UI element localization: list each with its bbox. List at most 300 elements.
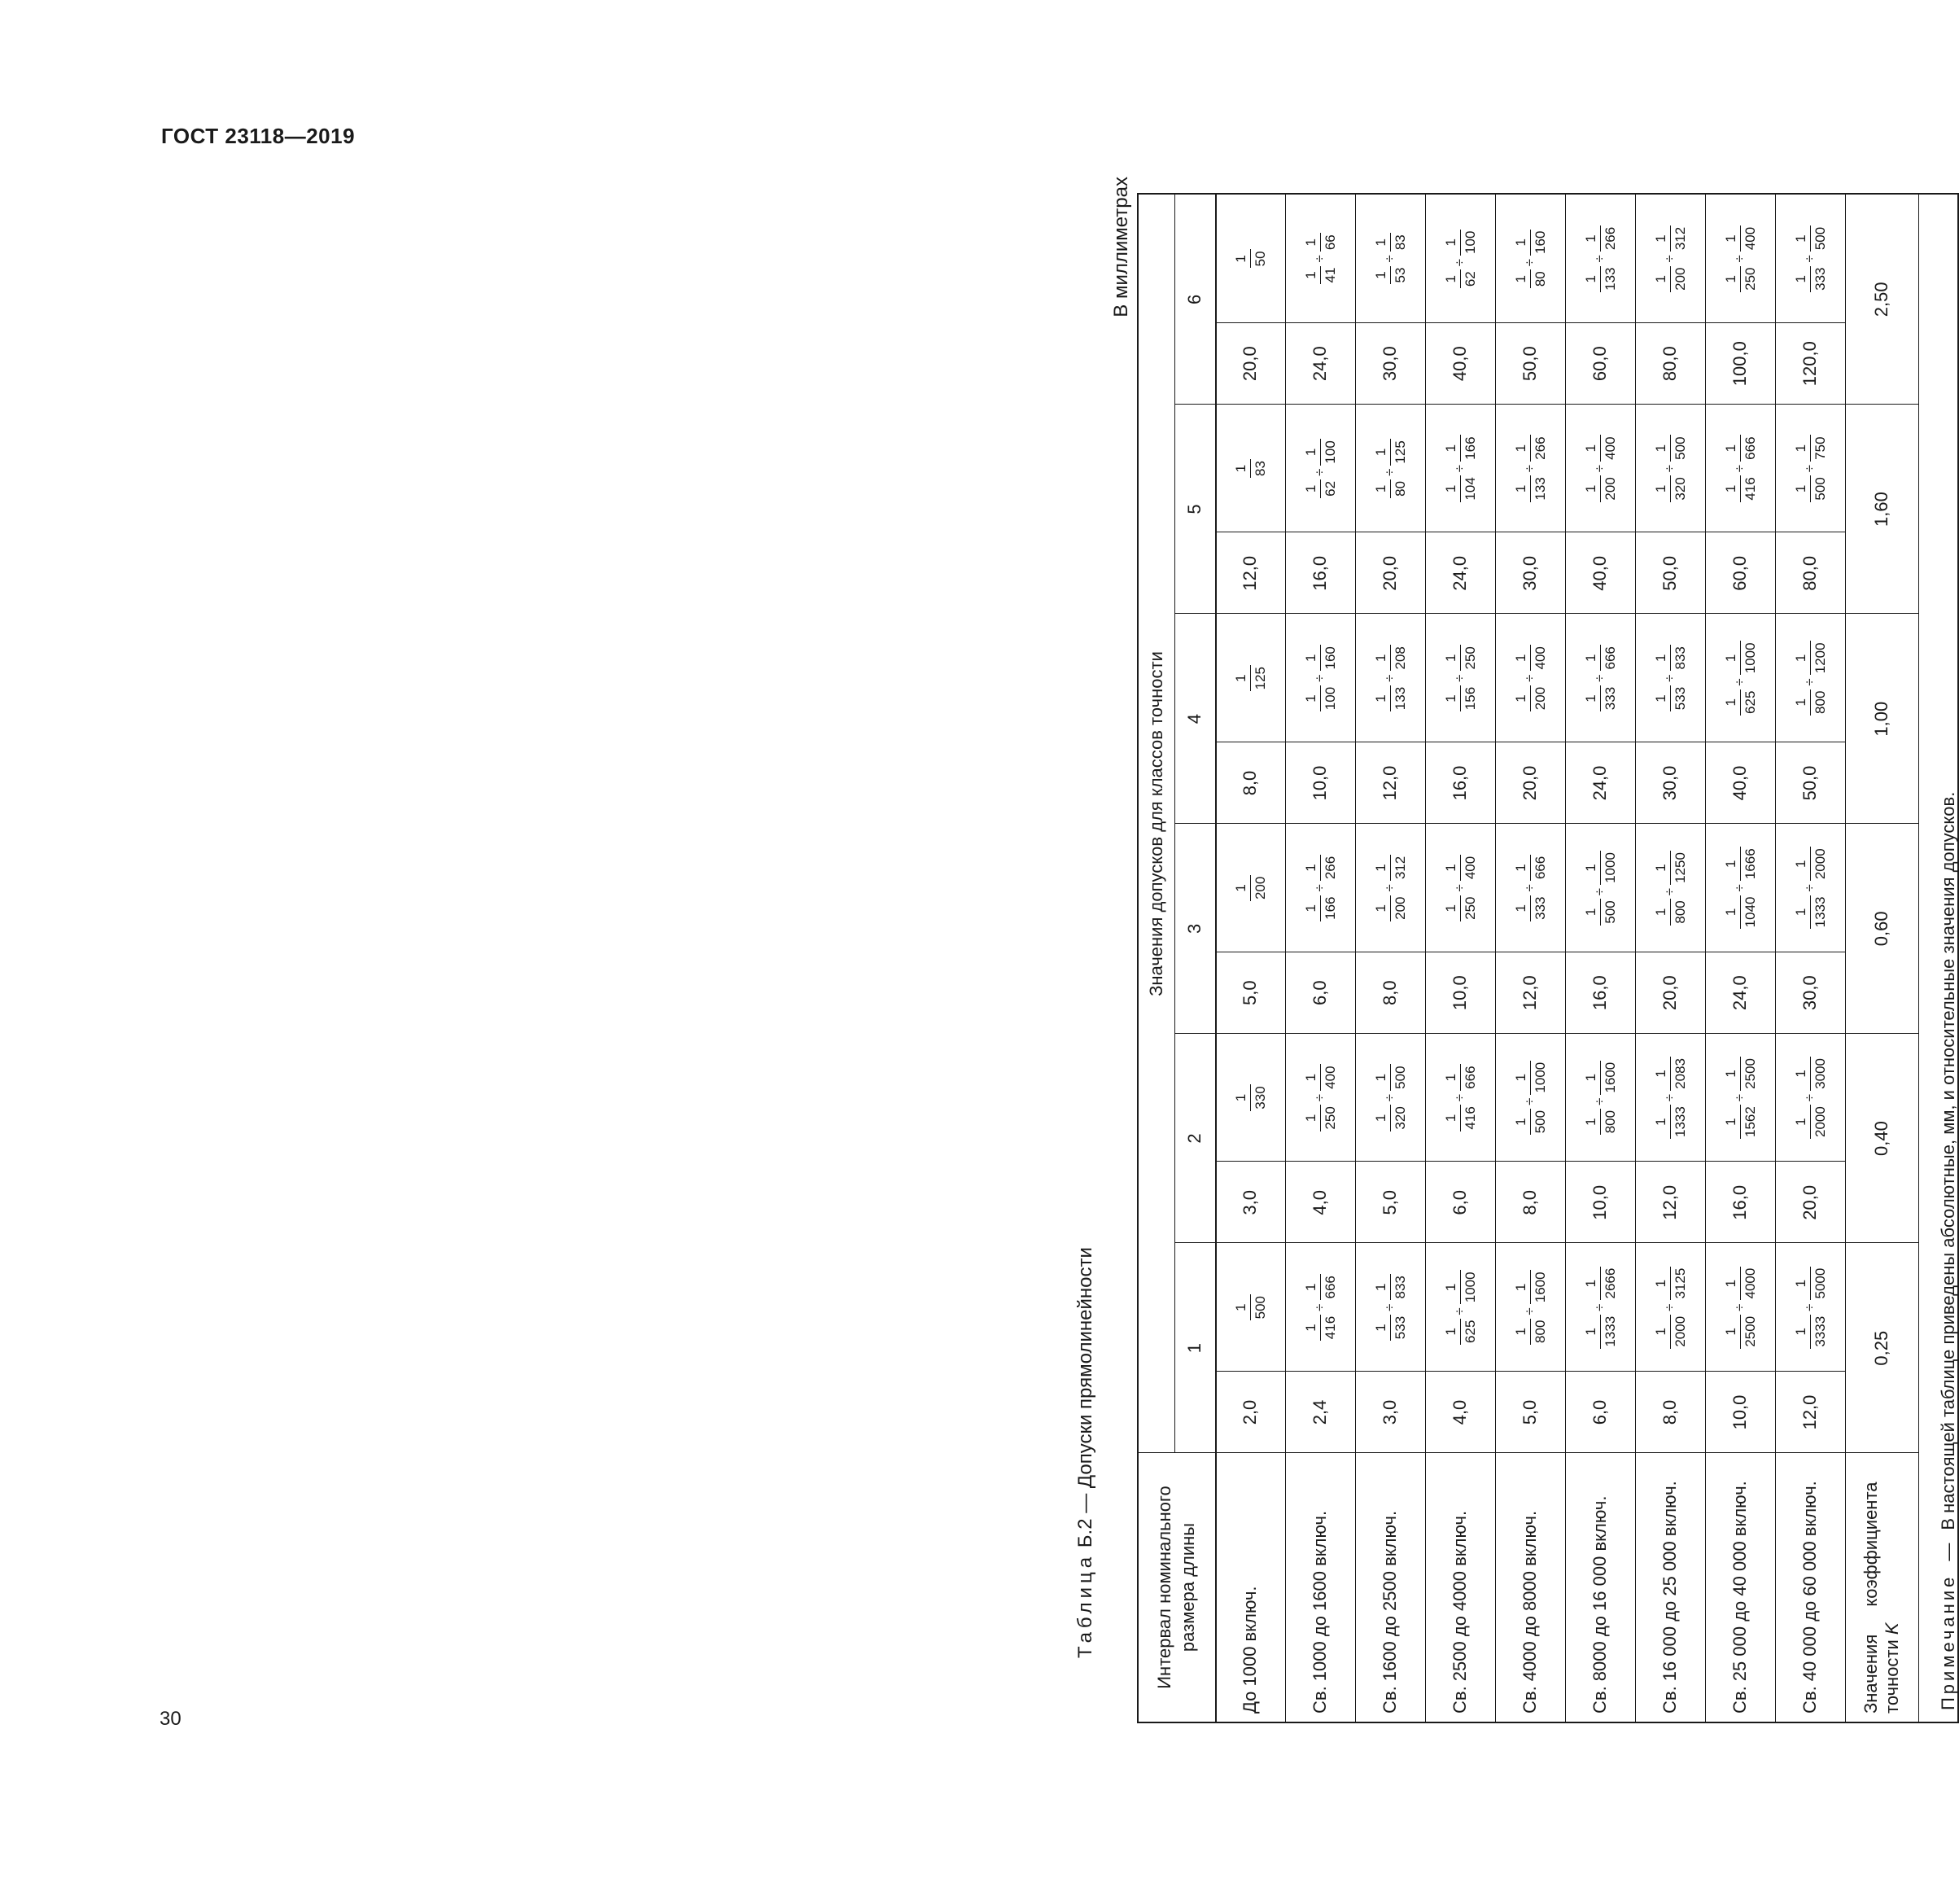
fraction (1724, 1315, 1757, 1349)
fraction (1234, 1294, 1267, 1320)
fraction (1304, 895, 1337, 921)
fraction-denominator: 62 (1320, 479, 1337, 498)
absolute-tolerance: 6,0 (1310, 980, 1330, 1005)
absolute-tolerance: 10,0 (1450, 975, 1470, 1011)
fraction-numerator: 1 (1722, 484, 1738, 493)
fraction-numerator: 1 (1442, 864, 1458, 872)
relative-tolerance (1775, 1034, 1845, 1162)
fraction-numerator: 1 (1792, 698, 1808, 707)
absolute-tolerance: 50,0 (1799, 765, 1820, 801)
fraction-numerator: 1 (1652, 234, 1668, 243)
fraction-denominator: 1200 (1810, 641, 1827, 675)
fraction-denominator: 1000 (1530, 1061, 1547, 1095)
fraction-denominator: 3000 (1810, 1057, 1827, 1091)
fraction-numerator: 1 (1442, 694, 1458, 703)
fraction-numerator: 1 (1372, 448, 1388, 457)
fraction-numerator: 1 (1302, 238, 1318, 247)
relative-tolerance-range (1444, 1064, 1477, 1131)
fraction-denominator: 83 (1250, 459, 1267, 478)
fraction-denominator: 41 (1320, 266, 1337, 285)
absolute-tolerance: 120,0 (1799, 341, 1820, 387)
fraction-denominator: 104 (1460, 475, 1477, 501)
fraction-denominator: 500 (1390, 1064, 1407, 1090)
relative-tolerance (1635, 614, 1705, 742)
fraction (1794, 1267, 1827, 1301)
absolute-tolerance: 12,0 (1240, 555, 1260, 591)
fraction-denominator: 833 (1390, 1274, 1407, 1300)
fraction-denominator: 800 (1670, 899, 1687, 925)
absolute-tolerance: 24,0 (1450, 555, 1470, 591)
fraction-numerator: 1 (1792, 1118, 1808, 1126)
fraction-denominator: 100 (1320, 439, 1337, 465)
fraction (1794, 435, 1827, 461)
fraction (1444, 230, 1477, 256)
absolute-tolerance: 4,0 (1450, 1399, 1470, 1425)
fraction-denominator: 666 (1530, 855, 1547, 881)
fraction-denominator: 666 (1740, 435, 1757, 461)
fraction (1304, 645, 1337, 671)
absolute-tolerance: 24,0 (1310, 346, 1330, 382)
fraction-denominator: 333 (1810, 266, 1827, 292)
fraction-numerator: 1 (1232, 1303, 1248, 1311)
fraction-numerator: 1 (1302, 484, 1318, 493)
fraction-numerator: 1 (1232, 674, 1248, 682)
relative-tolerance (1705, 614, 1775, 742)
fraction-denominator: 800 (1810, 689, 1827, 716)
fraction (1374, 645, 1407, 671)
fraction-denominator: 533 (1670, 685, 1687, 711)
fraction (1304, 1315, 1337, 1341)
rotated-table-sheet (1068, 177, 1958, 1723)
fraction-denominator: 320 (1390, 1105, 1407, 1131)
range-separator: ÷ (1522, 884, 1537, 892)
fraction-numerator: 1 (1652, 1070, 1668, 1078)
absolute-tolerance: 80,0 (1659, 346, 1680, 382)
relative-tolerance (1215, 405, 1285, 533)
fraction-denominator: 266 (1320, 855, 1337, 881)
fraction (1444, 435, 1477, 461)
range-separator: ÷ (1382, 468, 1397, 476)
relative-tolerance (1425, 824, 1495, 952)
fraction-denominator: 160 (1530, 230, 1547, 256)
fraction (1654, 475, 1687, 501)
relative-tolerance-range (1234, 875, 1267, 901)
fraction-denominator: 133 (1530, 475, 1547, 501)
relative-tolerance-range (1584, 225, 1617, 292)
relative-tolerance (1355, 405, 1425, 533)
range-separator: ÷ (1662, 464, 1677, 473)
relative-tolerance (1775, 614, 1845, 742)
fraction-denominator: 400 (1600, 435, 1617, 461)
range-separator: ÷ (1802, 884, 1817, 892)
relative-tolerance-range (1514, 230, 1547, 289)
fraction-numerator: 1 (1652, 694, 1668, 703)
fraction-denominator: 333 (1530, 895, 1547, 921)
header-class-6: 6 (1184, 294, 1205, 304)
fraction-numerator: 1 (1792, 1279, 1808, 1288)
absolute-tolerance: 16,0 (1310, 555, 1330, 591)
fraction-numerator: 1 (1372, 1114, 1388, 1123)
relative-tolerance (1215, 1243, 1285, 1372)
fraction-denominator: 100 (1320, 685, 1337, 711)
fraction-numerator: 1 (1442, 1328, 1458, 1336)
fraction-numerator: 1 (1722, 698, 1738, 707)
absolute-tolerance: 16,0 (1729, 1184, 1750, 1220)
fraction-numerator: 1 (1792, 1070, 1808, 1078)
relative-tolerance (1285, 824, 1355, 952)
fraction (1794, 641, 1827, 675)
fraction (1724, 847, 1757, 881)
fraction-numerator: 1 (1302, 1073, 1318, 1082)
fraction (1654, 851, 1687, 885)
range-separator: ÷ (1522, 1307, 1537, 1315)
relative-tolerance (1635, 195, 1705, 323)
header-class-4: 4 (1184, 714, 1205, 724)
k-row-label-line1: Значения коэффициента (1860, 1482, 1881, 1714)
relative-tolerance (1495, 824, 1565, 952)
fraction (1514, 645, 1547, 671)
fraction-numerator: 1 (1302, 271, 1318, 279)
range-separator: ÷ (1802, 678, 1817, 686)
fraction (1374, 479, 1407, 498)
table-rule (1174, 823, 1918, 824)
relative-tolerance-range (1304, 439, 1337, 498)
fraction-numerator: 1 (1512, 238, 1528, 247)
note-text: В настоящей таблице приведены абсолютные, мм, и относительные значения допусков. (1938, 791, 1958, 1530)
fraction (1584, 899, 1617, 925)
absolute-tolerance: 24,0 (1590, 765, 1610, 801)
fraction (1584, 266, 1617, 292)
range-separator: ÷ (1522, 674, 1537, 682)
range-separator: ÷ (1662, 1093, 1677, 1102)
fraction-denominator: 1600 (1530, 1270, 1547, 1304)
fraction-numerator: 1 (1302, 904, 1318, 913)
fraction (1724, 641, 1757, 675)
fraction-numerator: 1 (1302, 654, 1318, 663)
fraction-numerator: 1 (1442, 1114, 1458, 1123)
relative-tolerance-range (1724, 1267, 1757, 1349)
fraction (1304, 479, 1337, 498)
fraction (1584, 225, 1617, 252)
table-rule (1285, 195, 1286, 1722)
range-separator: ÷ (1312, 884, 1327, 892)
fraction-numerator: 1 (1652, 908, 1668, 917)
fraction-denominator: 625 (1740, 689, 1757, 716)
fraction-numerator: 1 (1652, 654, 1668, 663)
fraction (1584, 475, 1617, 501)
fraction (1654, 645, 1687, 671)
range-separator: ÷ (1382, 1093, 1397, 1102)
fraction (1444, 475, 1477, 501)
table-title-text: Б.2 — Допуски прямолинейности (1074, 1247, 1096, 1548)
fraction-denominator: 800 (1530, 1319, 1547, 1345)
table-title-label: Таблица (1074, 1552, 1096, 1658)
fraction (1724, 1105, 1757, 1139)
fraction-numerator: 1 (1722, 908, 1738, 917)
relative-tolerance-range (1374, 1274, 1407, 1341)
relative-tolerance (1285, 1034, 1355, 1162)
fraction (1584, 1109, 1617, 1135)
fraction-numerator: 1 (1792, 654, 1808, 663)
range-separator: ÷ (1732, 678, 1747, 686)
fraction (1374, 685, 1407, 711)
fraction-denominator: 2500 (1740, 1315, 1757, 1349)
range-separator: ÷ (1732, 464, 1747, 473)
absolute-tolerance: 12,0 (1380, 765, 1400, 801)
range-separator: ÷ (1802, 1093, 1817, 1102)
fraction-numerator: 1 (1792, 234, 1808, 243)
relative-tolerance (1635, 1034, 1705, 1162)
fraction (1304, 685, 1337, 711)
fraction (1724, 475, 1757, 501)
fraction-denominator: 1600 (1600, 1061, 1617, 1095)
range-separator: ÷ (1522, 464, 1537, 473)
fraction (1724, 895, 1757, 930)
relative-tolerance (1285, 405, 1355, 533)
relative-tolerance-range (1724, 847, 1757, 929)
k-value-class-2: 0,40 (1871, 1121, 1891, 1156)
fraction-denominator: 500 (1810, 225, 1827, 252)
fraction-numerator: 1 (1302, 694, 1318, 703)
fraction-denominator: 1000 (1460, 1270, 1477, 1304)
relative-tolerance (1355, 614, 1425, 742)
absolute-tolerance: 60,0 (1590, 346, 1610, 382)
fraction-numerator: 1 (1442, 1283, 1458, 1292)
fraction-numerator: 1 (1792, 444, 1808, 453)
fraction-numerator: 1 (1372, 1283, 1388, 1292)
absolute-tolerance: 5,0 (1520, 1399, 1540, 1425)
relative-tolerance (1565, 1243, 1635, 1372)
fraction-numerator: 1 (1582, 694, 1598, 703)
fraction (1654, 1267, 1687, 1301)
fraction-denominator: 1666 (1740, 847, 1757, 881)
table-rule (1705, 195, 1706, 1722)
fraction (1724, 266, 1757, 292)
fraction (1234, 249, 1267, 268)
row-interval-label: Св. 25 000 до 40 000 включ. (1729, 1481, 1750, 1714)
fraction (1514, 1319, 1547, 1345)
fraction (1374, 1064, 1407, 1090)
fraction-denominator: 133 (1600, 266, 1617, 292)
table-rule (1174, 1033, 1918, 1034)
relative-tolerance-range (1514, 435, 1547, 501)
fraction (1514, 230, 1547, 256)
absolute-tolerance: 12,0 (1799, 1394, 1820, 1430)
absolute-tolerance: 50,0 (1520, 346, 1540, 382)
k-symbol: K (1882, 1622, 1902, 1635)
range-separator: ÷ (1382, 884, 1397, 892)
row-interval-label: Св. 2500 до 4000 включ. (1450, 1510, 1470, 1714)
fraction (1444, 1319, 1477, 1345)
header-interval: Интервал номинального размера длины (1154, 1486, 1198, 1689)
range-separator: ÷ (1802, 464, 1817, 473)
fraction (1374, 1274, 1407, 1300)
absolute-tolerance: 30,0 (1799, 975, 1820, 1011)
relative-tolerance-range (1304, 1064, 1337, 1131)
relative-tolerance-range (1374, 1064, 1407, 1131)
fraction (1654, 225, 1687, 252)
range-separator: ÷ (1522, 258, 1537, 267)
fraction-denominator: 500 (1530, 1109, 1547, 1135)
fraction-denominator: 666 (1600, 645, 1617, 671)
absolute-tolerance: 8,0 (1659, 1399, 1680, 1425)
table-rule (1425, 195, 1426, 1722)
range-separator: ÷ (1732, 1303, 1747, 1311)
fraction-denominator: 625 (1460, 1319, 1477, 1345)
fraction-numerator: 1 (1302, 1324, 1318, 1332)
absolute-tolerance: 3,0 (1380, 1399, 1400, 1425)
fraction (1514, 1061, 1547, 1095)
relative-tolerance-range (1514, 645, 1547, 711)
fraction-denominator: 666 (1320, 1274, 1337, 1300)
fraction-numerator: 1 (1582, 908, 1598, 917)
relative-tolerance (1705, 1243, 1775, 1372)
absolute-tolerance: 3,0 (1240, 1190, 1260, 1215)
relative-tolerance (1285, 614, 1355, 742)
range-separator: ÷ (1592, 1303, 1607, 1311)
range-separator: ÷ (1592, 674, 1607, 682)
straightness-tolerance-table (1137, 193, 1959, 1723)
relative-tolerance-range (1304, 645, 1337, 711)
fraction-numerator: 1 (1512, 484, 1528, 493)
absolute-tolerance: 5,0 (1240, 980, 1260, 1005)
fraction (1374, 855, 1407, 881)
range-separator: ÷ (1452, 884, 1467, 892)
fraction-denominator: 250 (1740, 266, 1757, 292)
fraction-denominator: 166 (1320, 895, 1337, 921)
fraction-denominator: 50 (1250, 249, 1267, 268)
relative-tolerance-range (1514, 1270, 1547, 1345)
relative-tolerance (1565, 405, 1635, 533)
relative-tolerance (1775, 405, 1845, 533)
absolute-tolerance: 40,0 (1450, 346, 1470, 382)
row-interval-label: Св. 1600 до 2500 включ. (1380, 1510, 1400, 1714)
relative-tolerance-range (1654, 1057, 1687, 1139)
relative-tolerance (1425, 195, 1495, 323)
fraction (1654, 266, 1687, 292)
k-value-class-6: 2,50 (1871, 282, 1891, 317)
fraction (1234, 1084, 1267, 1110)
fraction-denominator: 80 (1390, 479, 1407, 498)
absolute-tolerance: 30,0 (1659, 765, 1680, 801)
fraction (1374, 1315, 1407, 1341)
fraction-denominator: 2083 (1670, 1057, 1687, 1091)
range-separator: ÷ (1452, 1307, 1467, 1315)
fraction (1724, 689, 1757, 716)
fraction-denominator: 1562 (1740, 1105, 1757, 1139)
absolute-tolerance: 16,0 (1450, 765, 1470, 801)
range-separator: ÷ (1452, 1093, 1467, 1102)
fraction-denominator: 125 (1390, 439, 1407, 465)
fraction (1304, 233, 1337, 252)
fraction-numerator: 1 (1512, 694, 1528, 703)
fraction (1444, 685, 1477, 711)
fraction-denominator: 200 (1250, 875, 1267, 901)
absolute-tolerance: 100,0 (1729, 341, 1750, 387)
relative-tolerance (1285, 195, 1355, 323)
header-tolerance-values: Значения допусков для классов точности (1146, 651, 1166, 996)
fraction (1374, 439, 1407, 465)
range-separator: ÷ (1592, 464, 1607, 473)
relative-tolerance (1635, 824, 1705, 952)
range-separator: ÷ (1452, 258, 1467, 267)
fraction-denominator: 500 (1810, 475, 1827, 501)
table-rule (1139, 1452, 1918, 1453)
fraction-numerator: 1 (1652, 1328, 1668, 1336)
range-separator: ÷ (1312, 255, 1327, 263)
range-separator: ÷ (1732, 255, 1747, 263)
relative-tolerance-range (1724, 641, 1757, 716)
fraction (1304, 1105, 1337, 1131)
table-rule (1495, 195, 1496, 1722)
fraction-denominator: 156 (1460, 685, 1477, 711)
fraction-numerator: 1 (1582, 654, 1598, 663)
fraction-denominator: 666 (1460, 1064, 1477, 1090)
fraction-denominator: 500 (1250, 1294, 1267, 1320)
fraction-denominator: 2500 (1740, 1057, 1757, 1091)
fraction-numerator: 1 (1582, 484, 1598, 493)
table-rule (1775, 195, 1776, 1722)
fraction (1374, 233, 1407, 252)
fraction (1374, 895, 1407, 921)
range-separator: ÷ (1312, 674, 1327, 682)
fraction-numerator: 1 (1792, 484, 1808, 493)
table-rule (1918, 195, 1919, 1722)
fraction-numerator: 1 (1652, 1279, 1668, 1288)
fraction (1514, 855, 1547, 881)
fraction (1724, 225, 1757, 252)
fraction-denominator: 1250 (1670, 851, 1687, 885)
absolute-tolerance: 8,0 (1520, 1190, 1540, 1215)
fraction-numerator: 1 (1582, 864, 1598, 872)
fraction (1514, 895, 1547, 921)
fraction-denominator: 833 (1670, 645, 1687, 671)
fraction-numerator: 1 (1722, 274, 1738, 283)
fraction-numerator: 1 (1442, 238, 1458, 247)
relative-tolerance (1285, 1243, 1355, 1372)
fraction-numerator: 1 (1582, 444, 1598, 453)
fraction-denominator: 100 (1460, 230, 1477, 256)
fraction-numerator: 1 (1582, 1073, 1598, 1082)
fraction-numerator: 1 (1372, 694, 1388, 703)
fraction-denominator: 83 (1390, 233, 1407, 252)
header-class-3: 3 (1184, 923, 1205, 934)
relative-tolerance (1565, 1034, 1635, 1162)
relative-tolerance (1495, 1034, 1565, 1162)
fraction (1724, 1267, 1757, 1301)
fraction-numerator: 1 (1372, 1324, 1388, 1332)
fraction (1654, 685, 1687, 711)
fraction (1654, 1105, 1687, 1139)
range-separator: ÷ (1662, 255, 1677, 263)
fraction-denominator: 1000 (1740, 641, 1757, 675)
range-separator: ÷ (1522, 1097, 1537, 1105)
table-rule (1174, 195, 1175, 1453)
fraction-numerator: 1 (1512, 1328, 1528, 1336)
fraction (1234, 875, 1267, 901)
fraction-numerator: 1 (1512, 864, 1528, 872)
fraction-denominator: 266 (1530, 435, 1547, 461)
fraction-denominator: 1040 (1740, 895, 1757, 930)
relative-tolerance (1565, 614, 1635, 742)
table-rule (1215, 1371, 1845, 1372)
absolute-tolerance: 5,0 (1380, 1190, 1400, 1215)
fraction (1304, 1064, 1337, 1090)
fraction (1654, 1315, 1687, 1349)
fraction-denominator: 208 (1390, 645, 1407, 671)
relative-tolerance-range (1304, 1274, 1337, 1341)
relative-tolerance (1495, 195, 1565, 323)
